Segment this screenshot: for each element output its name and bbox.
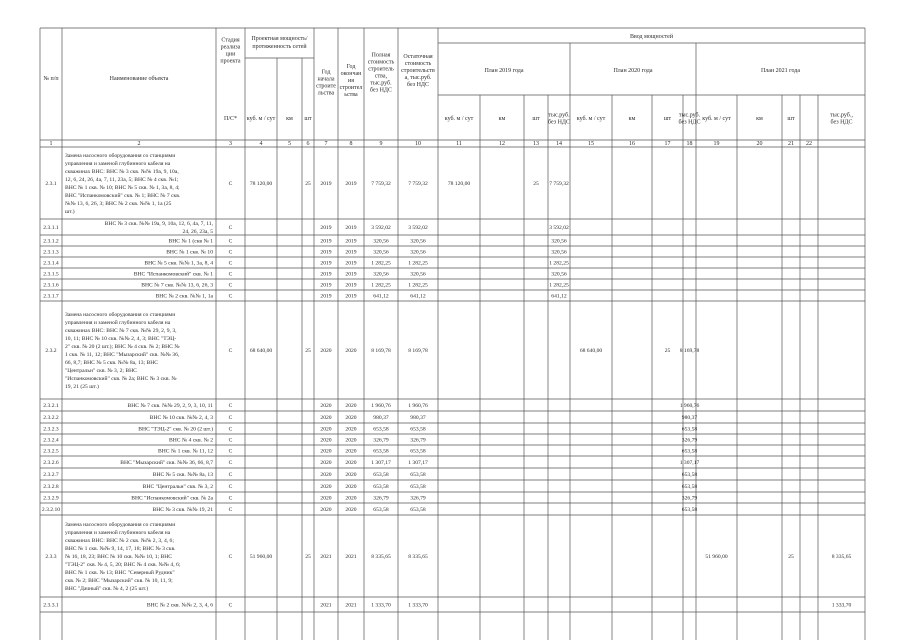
column-header-rest-cost: строительств <box>401 68 435 74</box>
subheader-stage: П/С* <box>223 116 238 122</box>
row-2021-capacity: 51 960,00 <box>705 554 728 560</box>
row-pcs: 25 <box>305 554 311 560</box>
row-id: 2.3.1.2 <box>43 238 59 245</box>
row-full-cost: 1 282,25 <box>371 260 391 267</box>
row-capacity: 68 640,00 <box>249 348 273 354</box>
row-2020-pcs: 25 <box>664 348 671 354</box>
table-body <box>42 152 852 609</box>
row-full-cost: 8 169,78 <box>371 348 391 354</box>
row-2020-cost: 326,79 <box>681 437 698 444</box>
column-header-start-year: строите <box>316 83 336 90</box>
row-full-cost: 326,79 <box>373 495 389 502</box>
row-start-year: 2020 <box>320 495 332 502</box>
row-capacity: 78 120,00 <box>249 181 273 187</box>
row-rest-cost: 326,79 <box>410 437 426 444</box>
row-start-year: 2019 <box>320 260 332 267</box>
row-stage: С <box>228 448 233 455</box>
row-id: 2.3.1 <box>45 181 57 187</box>
column-number: 4 <box>259 141 263 147</box>
column-header-full-cost: строитель <box>368 66 394 73</box>
column-header-plan-2020: План 2020 года <box>613 68 653 74</box>
row-name: шт.) <box>65 209 75 215</box>
row-2020-cost: 1 307,17 <box>679 460 700 466</box>
row-start-year: 2019 <box>320 238 332 245</box>
column-header-start-year: начала <box>317 76 335 83</box>
row-name: ВНС № 2 скв. №№ 1, 1а <box>155 293 213 300</box>
row-start-year: 2020 <box>320 437 332 444</box>
row-rest-cost: 980,37 <box>410 415 426 421</box>
row-start-year: 2019 <box>320 181 332 187</box>
column-number: 16 <box>629 141 635 147</box>
column-header-stage: проекта <box>220 58 241 65</box>
row-full-cost: 653,58 <box>373 448 389 455</box>
row-name: ВНС № 1 скв. № 13; ВНС "Северный Рудник" <box>65 570 175 576</box>
row-name: 2" скв. № 20 (2 шт.); ВНС № 4 скв. № 2; ВНС № <box>65 344 180 350</box>
column-header-end-year: строител <box>339 85 363 91</box>
row-end-year: 2019 <box>345 271 357 278</box>
row-id: 2.3.2.3 <box>43 426 59 433</box>
row-full-cost: 8 335,65 <box>371 554 391 560</box>
column-number: 12 <box>499 141 505 147</box>
row-name: 10, 11; ВНС № 10 скв. №№ 2, 4, 3; ВНС "ТЭЦ- <box>65 336 177 342</box>
row-stage: С <box>228 415 233 421</box>
subheader-cost-2020: тыс.руб. <box>678 112 701 119</box>
row-2020-cost: 8 169,78 <box>679 348 700 354</box>
row-start-year: 2019 <box>320 282 332 289</box>
column-header-rest-cost: Остаточная <box>403 54 433 60</box>
column-header-rest-cost: стоимость <box>404 61 432 67</box>
row-name: ВНС № 3 скв. №№ 19а, 9, 10а, 12, 6, 4а, 7, 11, <box>104 221 213 227</box>
row-name: № 16, 18, 23; ВНС № 10 скв. №№ 10, 1; ВНС <box>65 554 173 560</box>
column-header-full-cost: стоимость <box>367 59 395 66</box>
row-end-year: 2020 <box>345 460 357 466</box>
row-full-cost: 653,58 <box>373 507 389 513</box>
row-name: "Центральн" скв. № 3, 2; ВНС <box>65 368 137 374</box>
row-2020-cost: 653,58 <box>681 426 698 433</box>
row-rest-cost: 320,56 <box>410 271 426 278</box>
row-2019-capacity: 78 120,00 <box>447 181 471 187</box>
row-rest-cost: 3 592,02 <box>408 225 428 231</box>
row-rest-cost: 1 960,76 <box>408 403 428 409</box>
column-number: 14 <box>556 141 562 147</box>
row-id: 2.3.3 <box>45 554 57 560</box>
column-number: 20 <box>756 141 763 147</box>
row-2021-cost: 8 335,65 <box>831 554 852 560</box>
row-name: ВНС № 4 скв. № 2 <box>168 437 213 444</box>
row-full-cost: 653,58 <box>373 484 389 490</box>
row-2020-cost: 326,79 <box>681 495 698 502</box>
row-id: 2.3.1.3 <box>43 249 59 256</box>
row-end-year: 2020 <box>345 437 357 444</box>
column-number: 17 <box>664 141 671 147</box>
row-2019-cost: 3 592,02 <box>549 225 569 231</box>
column-number: 8 <box>349 141 353 147</box>
row-2020-capacity: 68 640,00 <box>579 348 603 354</box>
subheader-unit_pcs: шт <box>532 116 540 122</box>
column-number: 6 <box>306 141 310 147</box>
row-id: 2.3.3.1 <box>43 602 59 609</box>
row-rest-cost: 653,58 <box>410 484 426 490</box>
row-name: "Испанкомовский" скв. № 2а; ВНС № 3 скв. № <box>65 376 177 382</box>
row-end-year: 2019 <box>345 225 357 231</box>
column-header-plan-2019: План 2019 года <box>484 68 524 74</box>
row-start-year: 2020 <box>320 472 332 478</box>
row-start-year: 2020 <box>320 426 332 433</box>
row-name: Замена насосного оборудования со станциями <box>65 153 176 159</box>
row-name: ВНС № 1 скв. № 10 <box>166 249 213 256</box>
row-name: скважинах ВНС: ВНС № 7 скв. №№ 29, 2, 9, 3, <box>65 328 177 334</box>
row-stage: С <box>228 554 233 560</box>
subheader-unit_km: км <box>756 116 763 122</box>
row-2019-cost: 7 759,32 <box>549 181 569 187</box>
row-2019-cost: 1 282,25 <box>549 260 569 267</box>
row-name: ВНС № 10 скв. №№ 2, 4, 3 <box>149 415 213 421</box>
row-stage: С <box>228 472 233 478</box>
row-start-year: 2019 <box>320 225 332 231</box>
row-end-year: 2021 <box>345 554 357 560</box>
row-pcs: 25 <box>305 181 311 187</box>
row-rest-cost: 320,56 <box>410 249 426 256</box>
row-rest-cost: 8 169,78 <box>408 348 428 354</box>
column-header-end-year: окончан <box>340 71 362 77</box>
row-stage: С <box>228 507 233 513</box>
row-id: 2.3.1.7 <box>43 293 59 300</box>
row-rest-cost: 7 759,32 <box>408 181 428 187</box>
row-id: 2.3.2.7 <box>43 472 59 478</box>
row-2020-cost: 980,37 <box>681 415 698 421</box>
row-end-year: 2020 <box>345 403 357 409</box>
row-name: Замена насосного оборудования со станциями <box>65 312 176 318</box>
column-number: 15 <box>588 141 594 147</box>
row-name: управления и заменой глубинного кабеля на <box>65 530 171 536</box>
row-name: ВНС № 7 скв. №№ 29, 2, 9, 3, 10, 11 <box>127 403 213 409</box>
row-id: 2.3.1.6 <box>43 282 59 289</box>
subheader-unit_m3: куб. м / сут <box>702 116 731 122</box>
row-full-cost: 1 960,76 <box>371 403 391 409</box>
row-name: ВНС № 3 скв. №№ 19, 21 <box>152 507 213 513</box>
column-number: 9 <box>379 141 383 147</box>
column-number: 11 <box>456 141 462 147</box>
subheader-km: км <box>286 116 293 122</box>
column-header-end-year: ьства <box>344 92 358 98</box>
row-2021-pcs: 25 <box>788 554 794 560</box>
row-name: скважинах ВНС: ВНС № 3 скв. №№ 19а, 9, 10а, <box>65 169 179 175</box>
row-name: ВНС № 2 скв. №№ 2, 3, 4, 6 <box>146 602 213 609</box>
row-name: "ТЭЦ-2" скв. № 4, 5, 20; ВНС № 4 скв. №№ 4, 6; <box>65 562 181 568</box>
row-2020-cost: 653,58 <box>681 484 698 490</box>
row-name: 12, 6, 24, 26, 4а, 7, 11, 23а, 5; ВНС № 4 скв. №1; <box>65 177 179 183</box>
column-number: 1 <box>49 141 53 147</box>
row-end-year: 2020 <box>345 348 357 354</box>
column-header-start-year: льства <box>317 90 335 97</box>
row-2019-cost: 320,56 <box>551 271 567 278</box>
row-full-cost: 326,79 <box>373 437 389 444</box>
row-start-year: 2020 <box>320 484 332 490</box>
row-stage: С <box>228 484 233 490</box>
row-stage: С <box>228 249 233 256</box>
row-rest-cost: 641,12 <box>410 293 426 300</box>
row-end-year: 2020 <box>345 426 357 433</box>
row-id: 2.3.2.5 <box>43 448 59 455</box>
row-full-cost: 1 333,70 <box>371 602 391 609</box>
row-end-year: 2020 <box>345 472 357 478</box>
row-stage: С <box>228 293 233 300</box>
row-end-year: 2020 <box>345 484 357 490</box>
row-end-year: 2021 <box>345 602 357 609</box>
row-name: скважинах ВНС: ВНС № 2 скв. №№ 2, 3, 4, 6; <box>65 538 174 544</box>
subheader-cost-2019: тыс.руб. <box>548 112 570 119</box>
row-rest-cost: 653,58 <box>410 507 426 513</box>
row-name: скв. № 2; ВНС "Мызарский" скв. № 10, 11, 9; <box>65 578 173 584</box>
row-name: ВНС "ТЭЦ-2" скв. № 20 (2 шт.) <box>138 426 213 433</box>
row-full-cost: 320,56 <box>373 249 389 256</box>
column-number: 7 <box>324 141 328 147</box>
row-rest-cost: 1 282,25 <box>408 282 428 289</box>
row-id: 2.3.2.8 <box>43 484 59 490</box>
column-number: 2 <box>137 141 141 147</box>
row-name: ВНС "Мызарский" скв. №№ 36, 66, 8,7 <box>120 460 213 466</box>
row-start-year: 2021 <box>320 602 332 609</box>
row-name: ВНС "Испанкомовский" скв. № 1 <box>133 271 213 278</box>
column-number: 5 <box>288 141 291 147</box>
row-start-year: 2020 <box>320 448 332 455</box>
row-2020-cost: 653,58 <box>681 507 698 513</box>
row-id: 2.3.1.1 <box>43 225 59 231</box>
row-end-year: 2020 <box>345 507 357 513</box>
row-stage: С <box>228 403 233 409</box>
row-stage: С <box>228 437 233 444</box>
row-id: 2.3.2.2 <box>43 415 59 421</box>
column-header-rest-cost: а, тыс.руб. <box>404 75 432 81</box>
column-header-rest-cost: без НДС <box>406 82 430 88</box>
row-name: ВНС № 5 скв. №№ 1, 3а, 8, 4 <box>144 260 213 267</box>
subheader-cost-2021: тыс.руб., <box>830 112 853 119</box>
column-header-full-cost: без НДС <box>369 87 393 94</box>
subheader-unit_m3: куб. м / сут <box>444 116 474 122</box>
column-header-plan-2021: План 2021 года <box>760 68 801 74</box>
column-header-commissioning: Ввод мощностей <box>629 34 674 40</box>
row-start-year: 2019 <box>320 293 332 300</box>
row-rest-cost: 653,58 <box>410 472 426 478</box>
column-number: 10 <box>415 141 421 147</box>
column-header-num: № п/п <box>43 76 59 82</box>
column-header-end-year: Год <box>346 64 356 70</box>
row-name: ВНС "Испанкомовский" скв. № 1; ВНС № 7 скв. <box>65 193 181 199</box>
row-rest-cost: 653,58 <box>410 426 426 433</box>
row-id: 2.3.2.10 <box>41 507 61 513</box>
row-start-year: 2020 <box>320 348 332 354</box>
row-pcs: 25 <box>305 348 311 354</box>
row-start-year: 2020 <box>320 460 332 466</box>
row-id: 2.3.2.6 <box>43 460 59 466</box>
column-header-full-cost: ства, <box>374 73 388 80</box>
row-2020-cost: 653,58 <box>681 472 698 478</box>
row-end-year: 2020 <box>345 495 357 502</box>
column-header-full-cost: Полная <box>371 52 391 59</box>
row-start-year: 2019 <box>320 271 332 278</box>
column-header-capacity: протяженность сетей <box>252 44 307 50</box>
row-name: ВНС № 1 скв. № 10; ВНС № 5 скв. № 1, 3а, 8, 4; <box>65 185 180 191</box>
row-2019-cost: 1 282,25 <box>549 282 569 289</box>
row-full-cost: 320,56 <box>373 271 389 278</box>
row-name: управления и заменой глубинного кабеля на <box>65 320 171 326</box>
column-number: 21 <box>788 141 794 147</box>
row-id: 2.3.2.9 <box>43 495 59 502</box>
row-full-cost: 653,58 <box>373 472 389 478</box>
row-rest-cost: 320,56 <box>410 238 426 245</box>
row-rest-cost: 1 282,25 <box>408 260 428 267</box>
row-2020-cost: 653,58 <box>681 448 698 455</box>
subheader-unit_pcs: шт <box>663 116 672 122</box>
row-rest-cost: 653,58 <box>410 448 426 455</box>
row-name: 24, 26, 23а, 5 <box>182 229 213 235</box>
row-full-cost: 980,37 <box>373 415 389 421</box>
row-capacity: 51 960,00 <box>249 554 273 560</box>
column-header-capacity: Проектная мощность/ <box>251 36 308 42</box>
row-2019-cost: 320,56 <box>551 249 567 256</box>
row-id: 2.3.2.1 <box>43 403 59 409</box>
row-name: Замена насосного оборудования со станциями <box>65 522 176 528</box>
subheader-cost-2021: без НДС <box>830 119 853 126</box>
row-full-cost: 1 282,25 <box>371 282 391 289</box>
row-name: №№ 13, 6, 26, 3; ВНС № 2 скв. №№ 1, 1а (25 <box>65 201 172 207</box>
column-number: 22 <box>806 141 812 147</box>
subheader-unit_km: км <box>498 116 506 122</box>
row-full-cost: 3 592,02 <box>371 225 391 231</box>
row-stage: С <box>228 238 233 245</box>
row-name: ВНС № 1 скв. №№ 9, 14, 17, 18; ВНС № 3 скв. <box>65 546 176 552</box>
row-end-year: 2019 <box>345 249 357 256</box>
row-name: 19, 21 (25 шт.) <box>65 384 99 390</box>
row-name: ВНС № 7 скв. №№ 13, 6, 26, 3 <box>141 282 213 289</box>
row-2019-pcs: 25 <box>533 181 539 187</box>
row-id: 2.3.1.4 <box>43 260 59 267</box>
row-2019-cost: 641,12 <box>551 293 567 300</box>
row-rest-cost: 326,79 <box>410 495 426 502</box>
row-name: 66, 8,7; ВНС № 5 скв. №№ 8а, 13; ВНС <box>65 360 159 366</box>
row-stage: С <box>228 426 233 433</box>
column-header-stage: ции <box>225 51 236 58</box>
row-name: ВНС № 1 (скв № 1 <box>168 238 213 245</box>
row-end-year: 2019 <box>345 282 357 289</box>
row-end-year: 2019 <box>345 238 357 245</box>
row-rest-cost: 1 333,70 <box>408 602 428 609</box>
row-start-year: 2020 <box>320 403 332 409</box>
row-end-year: 2019 <box>345 293 357 300</box>
column-header-name: Наименование объекта <box>109 76 169 82</box>
row-full-cost: 653,58 <box>373 426 389 433</box>
row-start-year: 2019 <box>320 249 332 256</box>
column-header-stage: Стадия <box>221 37 240 44</box>
row-stage: С <box>228 225 233 231</box>
row-end-year: 2019 <box>345 181 357 187</box>
column-header-end-year: ия <box>348 78 354 84</box>
row-rest-cost: 1 307,17 <box>408 460 428 466</box>
row-id: 2.3.1.5 <box>43 271 59 278</box>
subheader-unit_m3: куб. м / сут <box>576 116 606 122</box>
column-number: 18 <box>686 141 693 147</box>
column-number: 13 <box>533 141 539 147</box>
column-header-stage: реализа <box>220 44 241 51</box>
row-name: ВНС "Центральн" скв. № 3, 2 <box>142 484 213 490</box>
row-name: ВНС "Испанкомовский" скв. № 2а <box>131 495 213 502</box>
row-name: ВНС № 1 скв. № 11, 12 <box>158 448 213 455</box>
row-rest-cost: 8 335,65 <box>408 554 428 560</box>
row-stage: С <box>228 348 233 354</box>
row-id: 2.3.2 <box>45 348 57 354</box>
subheader-cost-2020: без НДС <box>678 119 701 126</box>
row-stage: С <box>228 282 233 289</box>
row-stage: С <box>228 460 233 466</box>
subheader-cost-2019: без НДС <box>547 119 571 126</box>
row-end-year: 2020 <box>345 448 357 455</box>
row-name: управления и заменой глубинного кабеля на <box>65 161 171 167</box>
column-number: 3 <box>229 141 232 147</box>
row-full-cost: 1 307,17 <box>371 460 391 466</box>
column-number: 19 <box>713 141 720 147</box>
column-header-start-year: Год <box>321 69 331 76</box>
subheader-unit_pcs: шт <box>787 116 795 122</box>
row-stage: С <box>228 260 233 267</box>
row-stage: С <box>228 271 233 278</box>
row-full-cost: 320,56 <box>373 238 389 245</box>
row-name: ВНС "Дачный" скв. № 4, 2 (25 шт.) <box>65 586 149 592</box>
row-2021-cost: 1 333,70 <box>831 602 852 609</box>
subheader-unit_km: км <box>628 116 636 122</box>
subheader-pcs: шт <box>304 116 312 122</box>
row-id: 2.3.2.4 <box>43 437 59 444</box>
row-stage: С <box>228 181 233 187</box>
row-name: 1 скв. № 11, 12; ВНС "Мызарский" скв. №№ 36, <box>65 352 180 358</box>
table-header <box>43 33 853 147</box>
row-end-year: 2019 <box>345 260 357 267</box>
row-start-year: 2020 <box>320 415 332 421</box>
column-header-full-cost: тыс.руб. <box>370 80 392 87</box>
row-name: ВНС № 5 скв. №№ 8а, 13 <box>152 472 213 478</box>
row-stage: С <box>228 602 233 609</box>
row-end-year: 2020 <box>345 415 357 421</box>
row-start-year: 2021 <box>320 554 332 560</box>
row-full-cost: 641,12 <box>373 293 389 300</box>
row-2020-cost: 1 960,76 <box>679 403 700 409</box>
subheader-m3: куб. м / сут <box>246 116 276 122</box>
row-stage: С <box>228 495 233 502</box>
row-start-year: 2020 <box>320 507 332 513</box>
row-2019-cost: 320,56 <box>551 238 567 245</box>
row-full-cost: 7 759,32 <box>371 181 391 187</box>
